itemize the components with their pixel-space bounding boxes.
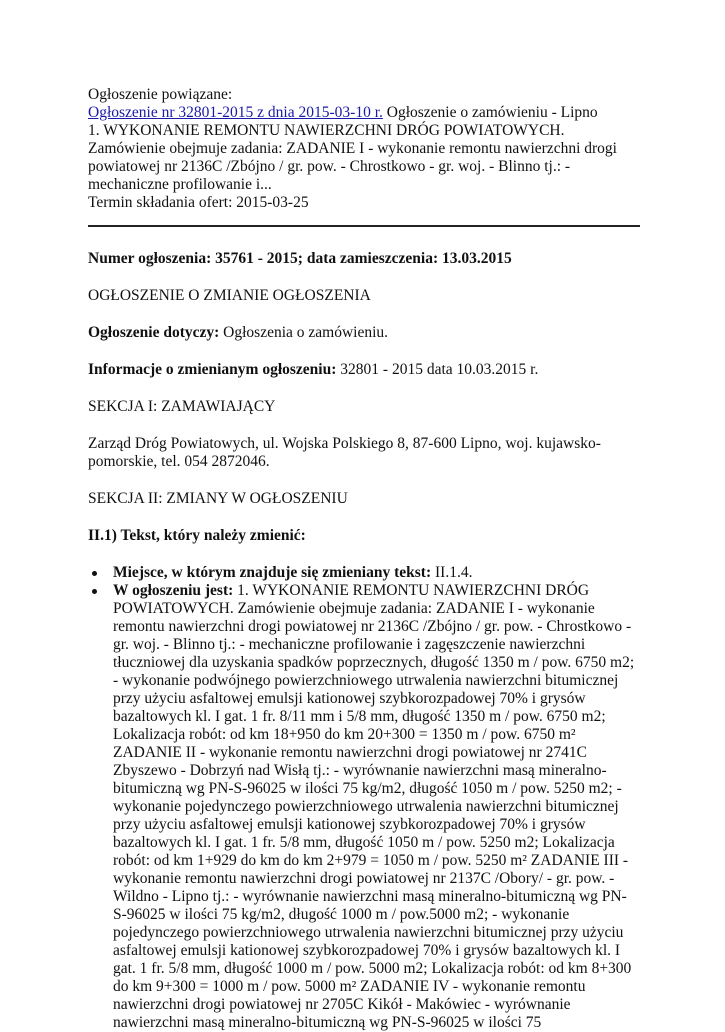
section-1-title: SEKCJA I: ZAMAWIAJĄCY	[88, 398, 276, 415]
bullet-icon	[92, 589, 97, 594]
notice-concerns-label: Ogłoszenie dotyczy:	[88, 324, 220, 341]
related-description: 1. WYKONANIE REMONTU NAWIERZCHNI DRÓG POWIATOWYCH. Zamówienie obejmuje zadania: ZADANIE I - wykonanie remontu nawierzchni drogi powiatowej nr 2136C /Zbójno / gr. pow. - Chrostkowo - gr. woj. - Blinno tj.: - mechaniczne profilowanie i...	[88, 122, 617, 193]
notice-type: OGŁOSZENIE O ZMIANIE OGŁOSZENIA	[88, 287, 371, 304]
change-item-value: 1. WYKONANIE REMONTU NAWIERZCHNI DRÓG POWIATOWYCH. Zamówienie obejmuje zadania: ZADANIE I - wykonanie remontu nawierzchni drogi powiatowej nr 2136C /Zbójno / gr. pow. - Chrostkowo - gr. woj. - Blinno tj.: - mechaniczne profilowanie i zagęszczenie nawierzchni tłuczniowej dla uzyskania spadków poprzecznych, długość 1350 m / pow. 6750 m2; - wykonanie podwójnego powierzchniowego utrwalenia nawierzchni bitumicznej przy użyciu asfaltowej emulsji kationowej szybkorozpadowej 70% i grysów bazaltowych kl. I gat. 1 fr. 8/11 mm i 5/8 mm, długość 1350 m / pow. 6750 m2; Lokalizacja robót: od km 18+950 do km 20+300 = 1350 m / pow. 6750 m² ZADANIE II - wykonanie remontu nawierzchni drogi powiatowej nr 2741C Zbyszewo - Dobrzyń nad Wisłą tj.: - wyrównanie nawierzchni masą mineralno-bitumiczną wg PN-S-96025 w ilości 75 kg/m2, długość 1050 m / pow. 5250 m2; - wykonanie pojedynczego powierzchniowego utrwalenia nawierzchni bitumicznej przy użyciu asfaltowej emulsji kationowej szybkorozpadowej 70% i grysów bazaltowych kl. I gat. 1 fr. 5/8 mm, długość 1050 m / pow. 5250 m2; Lokalizacja robót: od km 1+929 do km do km 2+979 = 1050 m / pow. 5250 m² ZADANIE III - wykonanie remontu nawierzchni drogi powiatowej nr 2137C /Obory/ - gr. pow. - Wildno - Lipno tj.: - wyrównanie nawierzchni masą mineralno-bitumiczną wg PN-S-96025 w ilości 75 kg/m2, długość 1000 m / pow.5000 m2; - wykonanie pojedynczego powierzchniowego utrwalenia nawierzchni bitumicznej przy użyciu asfaltowej emulsji kationowej szybkorozpadowej 70% i grysów bazaltowych kl. I gat. 1 fr. 5/8 mm, długość 1000 m / pow. 5000 m2; Lokalizacja robót: od km 8+300 do km 9+300 = 1000 m / pow. 5000 m² ZADANIE IV - wykonanie remontu nawierzchni drogi powiatowej nr 2705C Kikół - Makówiec - wyrównanie nawierzchni masą mineralno-bitumiczną wg PN-S-96025 w ilości 75	[113, 582, 635, 1031]
related-link-line	[88, 104, 640, 122]
list-item	[113, 582, 640, 1032]
section-2-title: SEKCJA II: ZMIANY W OGŁOSZENIU	[88, 490, 348, 507]
changed-notice-info	[88, 361, 640, 379]
change-item-value: II.1.4.	[431, 564, 473, 581]
separator-rule	[88, 225, 640, 227]
subsection-title: II.1) Tekst, który należy zmienić:	[88, 527, 306, 544]
changed-notice-info-value: 32801 - 2015 data 10.03.2015 r.	[336, 361, 539, 378]
notice-number: Numer ogłoszenia: 35761 - 2015; data zamieszczenia: 13.03.2015	[88, 250, 512, 267]
list-item	[113, 564, 640, 582]
related-notice-link[interactable]: Ogłoszenie nr 32801-2015 z dnia 2015-03-10 r.	[88, 104, 383, 121]
notice-concerns	[88, 324, 640, 342]
change-item-label: W ogłoszeniu jest:	[113, 582, 234, 599]
related-notice-title: Ogłoszenie o zamówieniu - Lipno	[382, 104, 598, 121]
notice-concerns-value: Ogłoszenia o zamówieniu.	[219, 324, 389, 341]
related-notice	[88, 86, 640, 212]
related-deadline: Termin składania ofert: 2015-03-25	[88, 194, 309, 211]
change-list	[88, 564, 640, 1032]
changed-notice-info-label: Informacje o zmienianym ogłoszeniu:	[88, 361, 337, 378]
change-item-label: Miejsce, w którym znajduje się zmieniany tekst:	[113, 564, 432, 581]
document-page	[88, 86, 640, 1032]
contracting-authority-address: Zarząd Dróg Powiatowych, ul. Wojska Polskiego 8, 87-600 Lipno, woj. kujawsko-pomorskie, tel. 054 2872046.	[88, 435, 601, 470]
related-heading: Ogłoszenie powiązane:	[88, 86, 233, 103]
bullet-icon	[92, 571, 97, 576]
